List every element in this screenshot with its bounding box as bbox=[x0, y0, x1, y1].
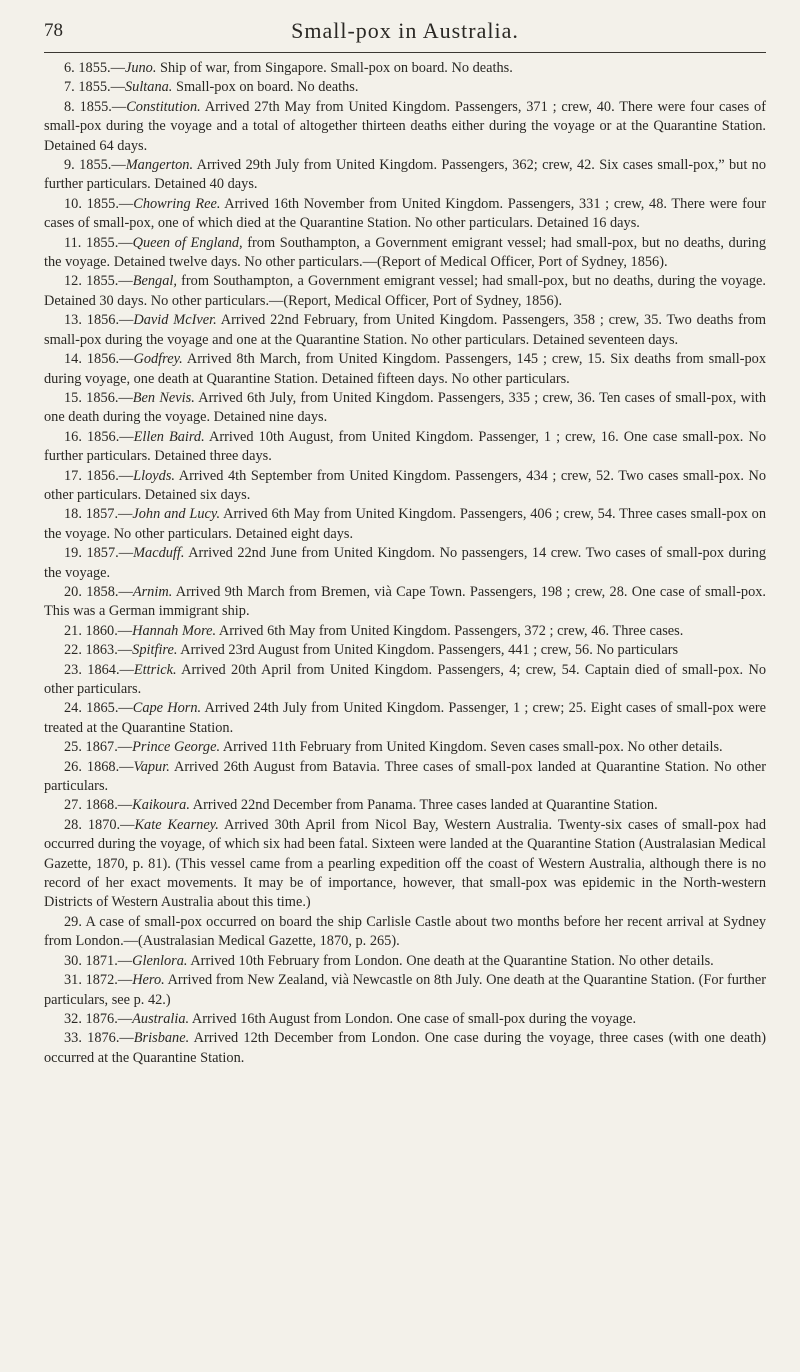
entry-item bbox=[44, 796, 766, 815]
entry-text: Arrived 24th July from United Kingdom. Passenger, 1 ; crew; 25. Eight cases of small-pox were treated at the Quarantine Station. bbox=[44, 700, 767, 736]
entry-number: 20. bbox=[64, 583, 87, 600]
entry-text: Arrived 26th August from Batavia. Three cases of small-pox landed at Quarantine Station. No other particulars. bbox=[44, 758, 766, 795]
entry-year: 1856.— bbox=[86, 467, 134, 484]
entry-number: 10. bbox=[64, 195, 87, 212]
entry-text: Arrived from New Zealand, vià Newcastle on 8th July. One death at the Quarantine Station. (For further particulars, see p. 42.) bbox=[44, 972, 766, 1008]
entry-ship-name: Chowring Ree. bbox=[133, 195, 221, 212]
entry-ship-name: John and Lucy. bbox=[132, 506, 221, 523]
entry-ship-name: Hero. bbox=[132, 972, 165, 989]
entry-year: 1855.— bbox=[86, 234, 133, 251]
entry-year: 1858.— bbox=[86, 583, 133, 600]
entry-text: Arrived 6th May from United Kingdom. Passengers, 406 ; crew, 54. Three cases small-pox on the voyage. No other particulars. Detained eight days. bbox=[44, 506, 767, 542]
entry-item bbox=[44, 428, 766, 467]
entry-year: 1856.— bbox=[86, 351, 134, 368]
entry-year: 1855.— bbox=[79, 157, 126, 174]
entry-year: 1855.— bbox=[86, 273, 133, 290]
entry-ship-name: Bengal, bbox=[132, 273, 177, 290]
entry-number: 29. bbox=[64, 913, 86, 930]
entry-year: 1868.— bbox=[86, 758, 134, 775]
entry-text: from Southampton, a Government emigrant vessel; had small-pox, but no deaths, during the voyage. Detained twelve days. No other particulars.—(Report of Medical Officer, Port of Sydney, 1856). bbox=[44, 234, 766, 271]
entry-number: 31. bbox=[64, 972, 86, 989]
entry-ship-name: Ettrick. bbox=[133, 661, 177, 678]
entry-item bbox=[44, 913, 766, 952]
entry-year: 1865.— bbox=[86, 700, 133, 717]
entry-item bbox=[44, 195, 766, 234]
entry-ship-name: Lloyds. bbox=[133, 467, 175, 484]
entry-number: 18. bbox=[64, 506, 86, 523]
entry-item bbox=[44, 350, 766, 389]
entry-year: 1876.— bbox=[87, 1030, 134, 1047]
entry-ship-name: Brisbane. bbox=[133, 1030, 190, 1047]
entry-number: 13. bbox=[64, 312, 87, 329]
entry-year: 1856.— bbox=[86, 389, 133, 406]
entry-text: Arrived 22nd December from Panama. Three cases landed at Quarantine Station. bbox=[189, 797, 658, 814]
entry-number: 21. bbox=[64, 622, 86, 639]
entry-number: 16. bbox=[64, 428, 87, 445]
ship-entries-list bbox=[44, 59, 766, 1068]
entry-item bbox=[44, 467, 766, 506]
entry-text: Arrived 22nd June from United Kingdom. No passengers, 14 crew. Two cases of small-pox during the voyage. bbox=[44, 545, 766, 581]
entry-year: 1876.— bbox=[85, 1010, 133, 1027]
entry-ship-name: Macduff. bbox=[133, 545, 185, 562]
entry-item bbox=[44, 272, 766, 311]
entry-text: Arrived 4th September from United Kingdom. Passengers, 434 ; crew, 52. Two cases small-pox. No other particulars. Detained six days. bbox=[44, 467, 767, 503]
entry-number: 17. bbox=[64, 467, 87, 484]
entry-ship-name: Vapur. bbox=[133, 758, 170, 775]
entry-number: 6. bbox=[64, 60, 79, 76]
entry-ship-name: Ben Nevis. bbox=[132, 389, 195, 406]
entry-text: Arrived 23rd August from United Kingdom. Passengers, 441 ; crew, 56. No particulars bbox=[177, 642, 679, 659]
entry-year: 1856.— bbox=[87, 428, 134, 445]
entry-year: 1856.— bbox=[86, 312, 134, 329]
entry-year: 1855.— bbox=[86, 195, 134, 212]
entry-ship-name: Kate Kearney. bbox=[134, 816, 219, 833]
entry-item bbox=[44, 583, 766, 622]
entry-ship-name: Cape Horn. bbox=[132, 700, 202, 717]
entry-item bbox=[44, 311, 766, 350]
entry-ship-name: Sultana. bbox=[124, 79, 173, 96]
entry-ship-name: Spitfire. bbox=[132, 642, 178, 659]
entry-item bbox=[44, 1010, 766, 1029]
entry-item bbox=[44, 952, 766, 971]
entry-number: 11. bbox=[64, 234, 87, 251]
entry-year: 1871.— bbox=[85, 952, 133, 969]
entry-number: 22. bbox=[64, 642, 86, 659]
entry-year: 1855.— bbox=[78, 79, 125, 96]
entry-text: Arrived 12th December from London. One case during the voyage, three cases (with one death) occurred at the Quarantine Station. bbox=[44, 1030, 767, 1066]
entry-year: 1863.— bbox=[85, 642, 133, 659]
entry-number: 24. bbox=[64, 700, 87, 717]
entry-number: 9. bbox=[64, 157, 80, 174]
entry-number: 30. bbox=[64, 952, 86, 969]
entry-item bbox=[44, 98, 766, 156]
entry-number: 25. bbox=[64, 739, 86, 756]
entry-year: 1870.— bbox=[87, 816, 135, 833]
entry-text: A case of small-pox occurred on board the ship Carlisle Castle about two months before her recent arrival at Sydney from London.—(Australasian Medical Gazette, 1870, p. 265). bbox=[44, 913, 766, 950]
entry-number: 8. bbox=[64, 98, 80, 115]
entry-ship-name: Arnim. bbox=[132, 583, 173, 600]
entry-text: Arrived 27th May from United Kingdom. Passengers, 371 ; crew, 40. There were four cases of small-pox during the voyage and a total of altogether thirteen deaths either during the voyage or at the Quarantine Station. Detained 64 days. bbox=[44, 98, 766, 154]
entry-ship-name: Mangerton. bbox=[125, 157, 194, 174]
entry-item bbox=[44, 971, 766, 1010]
entry-text: Small-pox on board. No deaths. bbox=[172, 79, 359, 96]
entry-year: 1872.— bbox=[85, 972, 133, 989]
entry-number: 19. bbox=[64, 545, 87, 562]
entry-text: Arrived 16th November from United Kingdom. Passengers, 331 ; crew, 48. There were four cases of small-pox, one of which died at the Quarantine Station. No other particulars. Detained 16 days. bbox=[44, 195, 767, 232]
entry-number: 33. bbox=[64, 1030, 88, 1047]
entry-ship-name: Constitution. bbox=[126, 98, 201, 115]
entry-number: 7. bbox=[64, 79, 79, 96]
page-number: 78 bbox=[44, 20, 63, 41]
entry-item bbox=[44, 661, 766, 700]
entry-text: Arrived 30th April from Nicol Bay, Western Australia. Twenty-six cases of small-pox had occurred during the voyage, of which six had been fatal. Sixteen were landed at the Quarantine Station (Australasian Medical Gazette, 1870, p. 81). (This vessel came from a pearling expedition off the coast of Western Australia, although there is no record of her exact movements. It may be of importance, however, that small-pox was epidemic in the North-western Districts of Western Australia about this time.) bbox=[44, 816, 767, 911]
entry-item bbox=[44, 1029, 766, 1068]
entry-item bbox=[44, 816, 766, 913]
entry-item bbox=[44, 622, 766, 641]
entry-text: from Southampton, a Government emigrant vessel; had small-pox, but no deaths, during the voyage. Detained 30 days. No other particulars.—(Report, Medical Officer, Port of Sydney, 1856). bbox=[44, 273, 766, 309]
entry-text: Arrived 20th April from United Kingdom. Passengers, 4; crew, 54. Captain died of small-pox. No other particulars. bbox=[44, 661, 767, 697]
entry-number: 12. bbox=[64, 273, 87, 290]
running-title: Small-pox in Australia. bbox=[291, 18, 519, 43]
entry-item bbox=[44, 234, 766, 273]
entry-number: 23. bbox=[64, 661, 88, 678]
entry-item bbox=[44, 389, 766, 428]
entry-year: 1855.— bbox=[78, 60, 125, 76]
entry-text: Arrived 10th August, from United Kingdom. Passenger, 1 ; crew, 16. One case small-pox. No further particulars. Detained three days. bbox=[44, 428, 766, 465]
entry-item bbox=[44, 505, 766, 544]
entry-ship-name: Ellen Baird. bbox=[133, 428, 205, 445]
entry-text: Ship of war, from Singapore. Small-pox on board. No deaths. bbox=[156, 60, 513, 76]
entry-text: Arrived 29th July from United Kingdom. Passengers, 362; crew, 42. Six cases small-pox,” but no further particulars. Detained 40 days. bbox=[44, 157, 766, 193]
entry-text: Arrived 9th March from Bremen, vià Cape Town. Passengers, 198 ; crew, 28. One case of small-pox. This was a German immigrant ship. bbox=[44, 583, 766, 620]
entry-item bbox=[44, 156, 766, 195]
entry-item bbox=[44, 544, 766, 583]
entry-item bbox=[44, 758, 766, 797]
entry-ship-name: Juno. bbox=[124, 60, 157, 76]
entry-item bbox=[44, 699, 766, 738]
entry-number: 14. bbox=[64, 351, 87, 368]
entry-text: Arrived 11th February from United Kingdom. Seven cases small-pox. No other details. bbox=[220, 739, 723, 756]
entry-item bbox=[44, 641, 766, 660]
page-header bbox=[44, 18, 766, 53]
entry-number: 27. bbox=[64, 797, 86, 814]
entry-item bbox=[44, 78, 766, 97]
entry-text: Arrived 10th February from London. One death at the Quarantine Station. No other details. bbox=[187, 952, 714, 969]
entry-ship-name: David McIver. bbox=[133, 312, 217, 329]
entry-item bbox=[44, 59, 766, 78]
entry-year: 1864.— bbox=[87, 661, 134, 678]
entry-text: Arrived 16th August from London. One case of small-pox during the voyage. bbox=[189, 1010, 637, 1027]
entry-text: Arrived 22nd February, from United Kingdom. Passengers, 358 ; crew, 35. Two deaths from small-pox during the voyage and one at the Quarantine Station. No other particulars. Detained seventeen days. bbox=[44, 312, 767, 348]
entry-number: 32. bbox=[64, 1010, 86, 1027]
entry-year: 1857.— bbox=[86, 545, 134, 562]
entry-year: 1868.— bbox=[85, 797, 133, 814]
entry-year: 1857.— bbox=[85, 506, 133, 523]
entry-ship-name: Godfrey. bbox=[133, 351, 183, 368]
entry-ship-name: Kaikoura. bbox=[132, 797, 190, 814]
entry-number: 26. bbox=[64, 758, 87, 775]
entry-ship-name: Hannah More. bbox=[132, 622, 217, 639]
entry-number: 15. bbox=[64, 389, 87, 406]
entry-year: 1855.— bbox=[79, 98, 127, 115]
entry-year: 1867.— bbox=[85, 739, 133, 756]
entry-ship-name: Queen of England, bbox=[132, 234, 243, 251]
entry-ship-name: Australia. bbox=[132, 1010, 190, 1027]
entry-number: 28. bbox=[64, 816, 88, 833]
entry-text: Arrived 6th July, from United Kingdom. Passengers, 335 ; crew, 36. Ten cases of small-pox, with one death during the voyage. Detained nine days. bbox=[44, 389, 767, 426]
entry-year: 1860.— bbox=[85, 622, 133, 639]
entry-ship-name: Glenlora. bbox=[132, 952, 188, 969]
entry-item bbox=[44, 738, 766, 757]
entry-text: Arrived 8th March, from United Kingdom. Passengers, 145 ; crew, 15. Six deaths from small-pox during voyage, one death at Quarantine Station. Detained fifteen days. No other particulars. bbox=[44, 351, 766, 387]
entry-ship-name: Prince George. bbox=[132, 739, 221, 756]
entry-text: Arrived 6th May from United Kingdom. Passengers, 372 ; crew, 46. Three cases. bbox=[216, 622, 684, 639]
